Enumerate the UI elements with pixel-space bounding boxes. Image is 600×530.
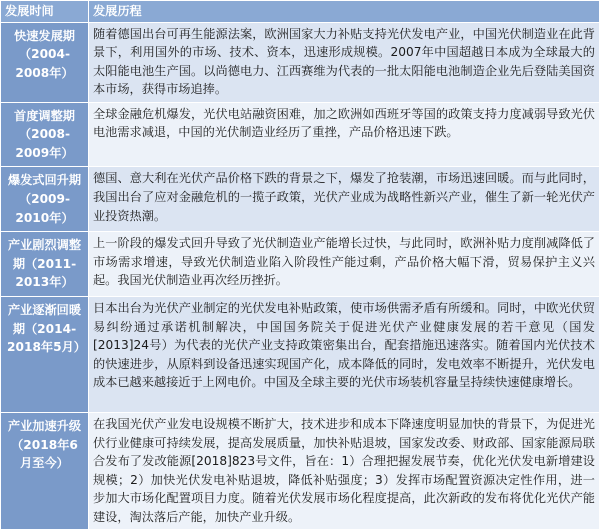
table-row	[1, 167, 600, 232]
table-row	[1, 412, 600, 529]
period-cell: 产业逐渐回暖期（2014-2018年5月）	[1, 296, 89, 412]
header-period: 发展时间	[1, 1, 89, 23]
table-row	[1, 232, 600, 297]
history-cell: 在我国光伏产业发电设规模不断扩大，技术进步和成本下降速度明显加快的背景下，为促进光伏行业健康可持续发展，提高发展质量，加快补贴退坡，国家发改委、财政部、国家能源局联合发布了发改能源[2018]823号文件，旨在：1）合理把握发展节奏，优化光伏发电新增建设规模；2）加快光伏发电补贴退坡，降低补贴强度；3）发挥市场配置资源决定性作用，进一步加大市场化配置项目力度。随着光伏发展市场化程度提高，此次新政的发布将优化光伏产能建设，淘汰落后产能，加快产业升级。	[89, 412, 600, 529]
header-history: 发展历程	[89, 1, 600, 23]
history-cell: 全球金融危机爆发，光伏电站融资困难，加之欧洲如西班牙等国的政策支持力度减弱导致光伏电池需求减退，中国的光伏制造业经历了重挫，产品价格迅速下跌。	[89, 102, 600, 167]
table-header-row	[1, 1, 600, 23]
period-cell: 快速发展期（2004-2008年）	[1, 22, 89, 102]
period-cell: 首度调整期（2008-2009年）	[1, 102, 89, 167]
period-cell: 产业加速升级（2018年6月至今）	[1, 412, 89, 529]
history-cell: 德国、意大利在光伏产品价格下跌的背景之下，爆发了抢装潮，市场迅速回暖。而与此同时，我国出台了应对金融危机的一揽子政策，光伏产业成为战略性新兴产业，催生了新一轮光伏产业投资热潮。	[89, 167, 600, 232]
period-cell: 产业剧烈调整期（2011-2013年）	[1, 232, 89, 297]
history-cell: 日本出台为光伏产业制定的光伏发电补贴政策，使市场供需矛盾有所缓和。同时，中欧光伏贸易纠纷通过承诺机制解决，中国国务院关于促进光伏产业健康发展的若干意见（国发[2013]24号）为代表的光伏产业支持政策密集出台，配套措施迅速落实。随着国内光伏技术的快速进步，从原料到设备迅速实现国产化，成本降低的同时，发电效率不断提升，光伏发电成本已越来越接近于上网电价。中国及全球主要的光伏市场装机容量呈持续快速健康增长。	[89, 296, 600, 412]
history-cell: 随着德国出台可再生能源法案，欧洲国家大力补贴支持光伏发电产业，中国光伏制造业在此背景下，利用国外的市场、技术、资本，迅速形成规模。2007年中国超越日本成为全球最大的太阳能电池生产国。以尚德电力、江西赛维为代表的一批太阳能电池制造企业先后登陆美国资本市场，获得市场追捧。	[89, 22, 600, 102]
history-cell: 上一阶段的爆发式回升导致了光伏制造业产能增长过快，与此同时，欧洲补贴力度削减降低了市场需求增速，导致光伏制造业陷入阶段性产能过剩，产品价格大幅下滑，贸易保护主义兴起。我国光伏制造业再次经历挫折。	[89, 232, 600, 297]
period-cell: 爆发式回升期（2009-2010年）	[1, 167, 89, 232]
table-row	[1, 22, 600, 102]
table-row	[1, 296, 600, 412]
table-row	[1, 102, 600, 167]
